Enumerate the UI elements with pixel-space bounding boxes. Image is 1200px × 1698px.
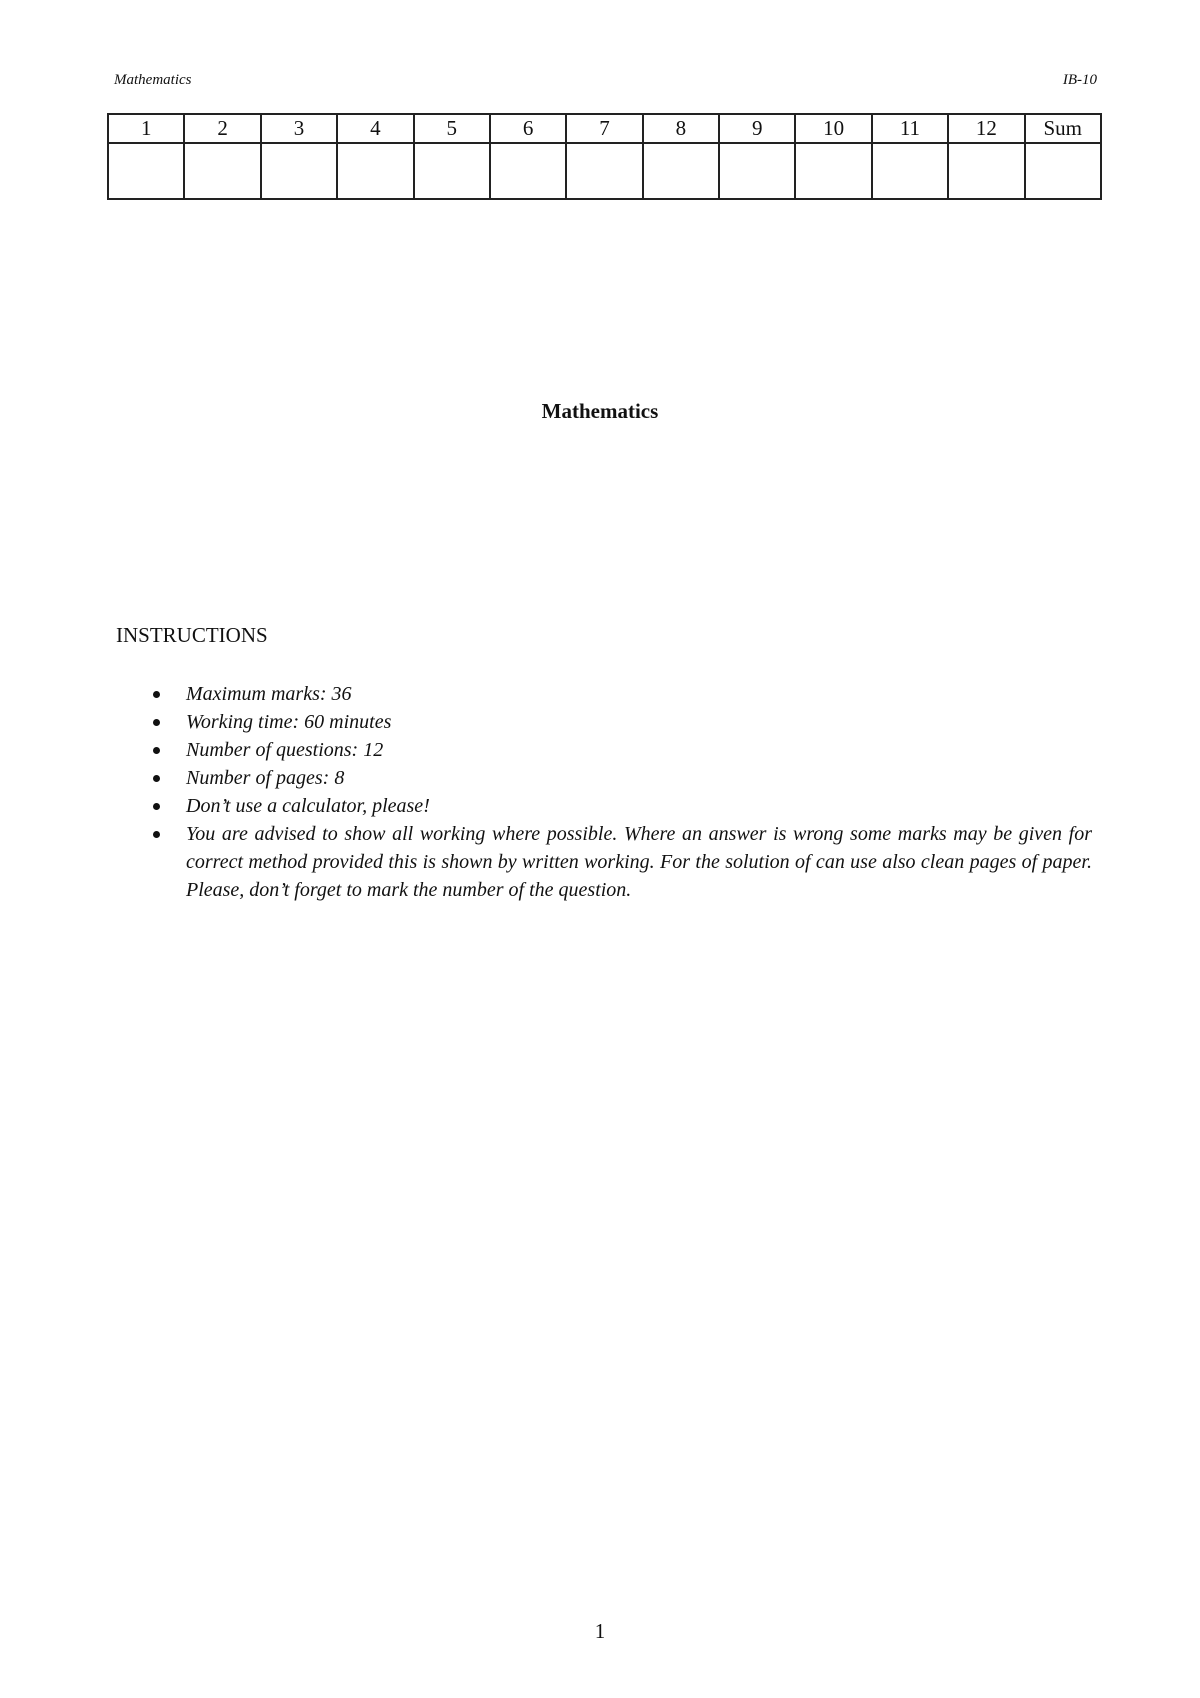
score-cell (108, 143, 184, 199)
score-cell (414, 143, 490, 199)
instruction-text: Working time: 60 minutes (186, 711, 392, 733)
instruction-text: You are advised to show all working where possible. Where an answer is wrong some marks may be given for correct method provided this is shown by written working. For the solution of can use also clean pages of paper. Please, don’t forget to mark the number of the question. (186, 823, 1092, 901)
instruction-text: Maximum marks: 36 (186, 683, 352, 705)
bullet-icon (153, 803, 160, 810)
bullet-icon (153, 831, 160, 838)
instructions-heading: INSTRUCTIONS (116, 623, 268, 647)
score-table (107, 113, 1102, 200)
score-column-header: 1 (108, 114, 184, 143)
instruction-item (142, 708, 1092, 736)
instruction-item (142, 736, 1092, 764)
score-cell (184, 143, 260, 199)
score-column-header: 3 (261, 114, 337, 143)
score-cell (719, 143, 795, 199)
score-column-header: 10 (795, 114, 871, 143)
bullet-icon (153, 691, 160, 698)
instruction-item (142, 820, 1092, 904)
score-column-header-sum: Sum (1025, 114, 1102, 143)
score-cell (261, 143, 337, 199)
running-header-code: IB-10 (1062, 72, 1097, 88)
score-column-header: 11 (872, 114, 948, 143)
score-table-header-row (108, 114, 1101, 143)
running-header-subject: Mathematics (114, 72, 192, 88)
score-cell (337, 143, 413, 199)
instructions-list (142, 680, 1092, 904)
instruction-item (142, 792, 1092, 820)
bullet-icon (153, 719, 160, 726)
score-cell-sum (1025, 143, 1102, 199)
score-column-header: 7 (566, 114, 642, 143)
instruction-item (142, 764, 1092, 792)
score-cell (795, 143, 871, 199)
score-column-header: 12 (948, 114, 1024, 143)
instruction-item (142, 680, 1092, 708)
score-column-header: 8 (643, 114, 719, 143)
score-column-header: 6 (490, 114, 566, 143)
score-cell (566, 143, 642, 199)
score-column-header: 4 (337, 114, 413, 143)
bullet-icon (153, 775, 160, 782)
score-column-header: 2 (184, 114, 260, 143)
score-cell (643, 143, 719, 199)
score-cell (490, 143, 566, 199)
page-number: 1 (594, 1619, 606, 1643)
score-cell (948, 143, 1024, 199)
score-table-blank-row (108, 143, 1101, 199)
instruction-text: Number of questions: 12 (186, 739, 384, 761)
score-cell (872, 143, 948, 199)
score-column-header: 9 (719, 114, 795, 143)
document-title: Mathematics (541, 399, 659, 423)
instruction-text: Number of pages: 8 (186, 767, 345, 789)
instruction-text: Don’t use a calculator, please! (186, 795, 430, 817)
score-column-header: 5 (414, 114, 490, 143)
bullet-icon (153, 747, 160, 754)
